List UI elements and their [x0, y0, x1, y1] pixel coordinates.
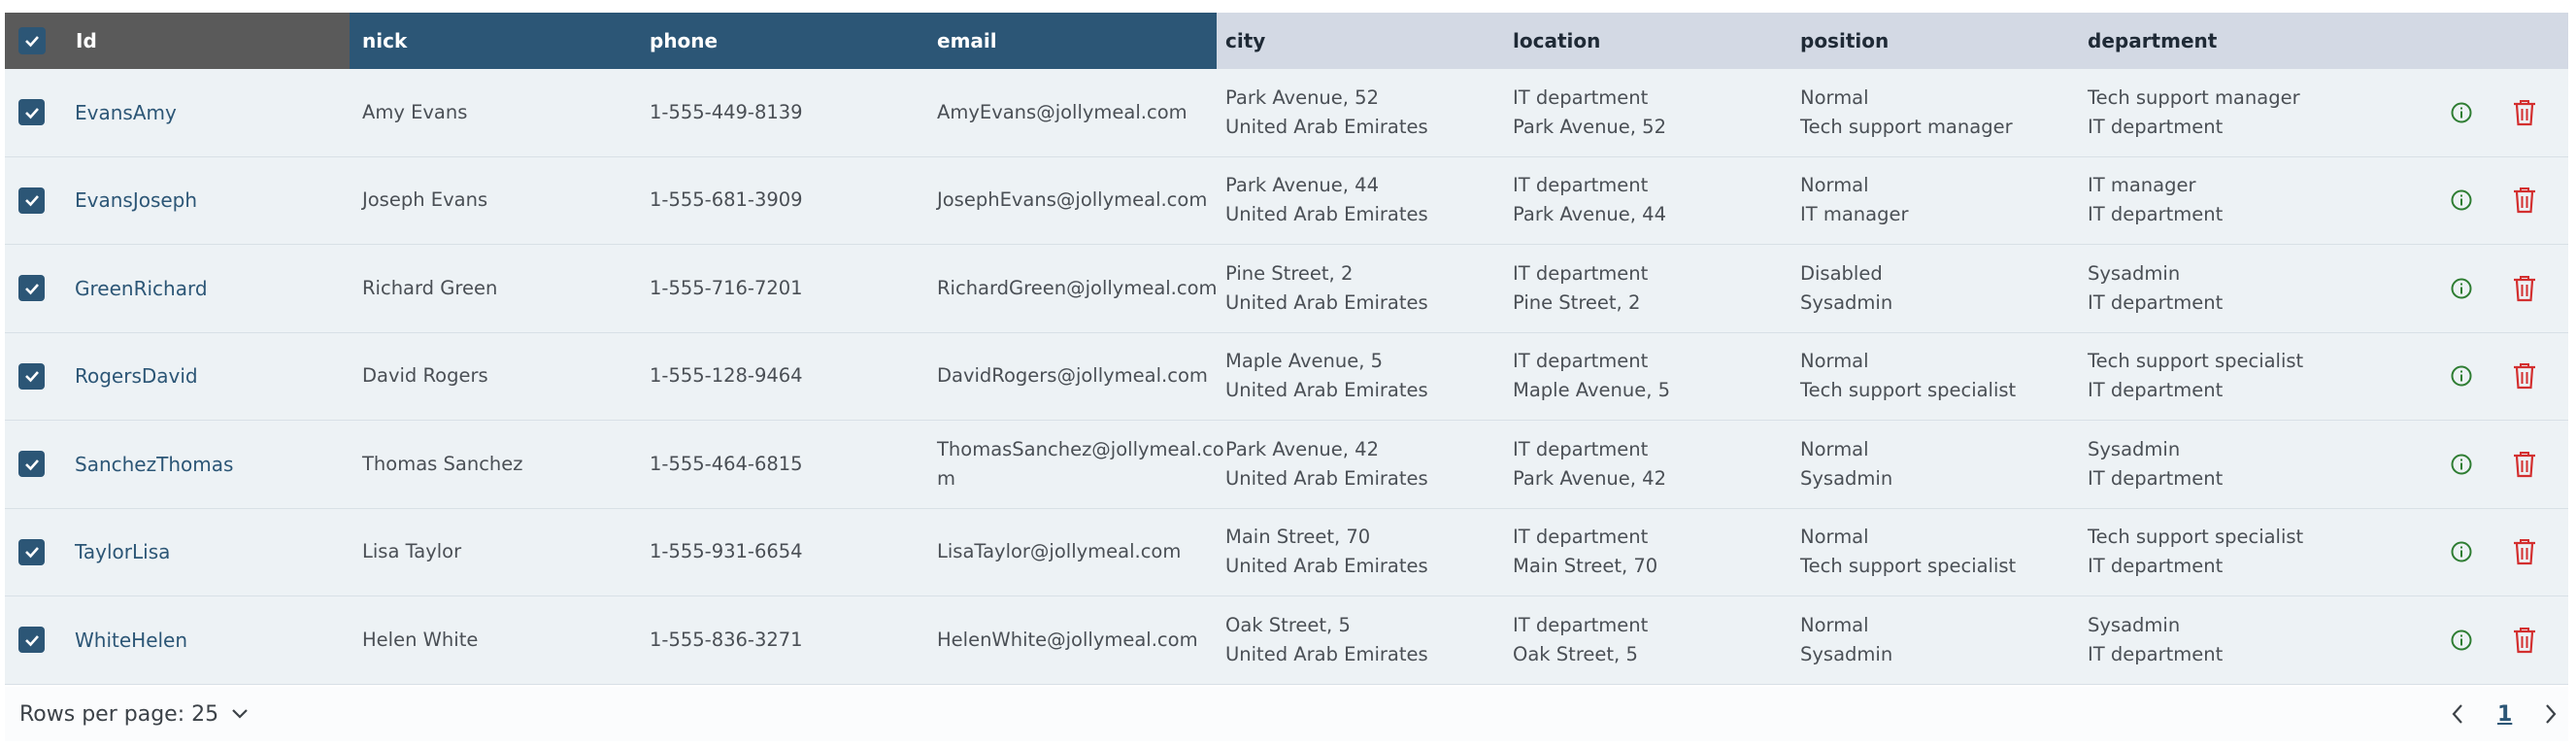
row-city [1225, 509, 1428, 596]
checkbox-checked-icon [22, 31, 42, 51]
row-department [2088, 596, 2223, 684]
row-position [1800, 509, 2016, 596]
row-position-line-2: Tech support manager [1800, 115, 2013, 138]
row-nick [362, 245, 497, 332]
row-department [2088, 157, 2223, 245]
row-phone: 1-555-836-3271 [650, 628, 803, 651]
row-checkbox[interactable] [18, 451, 45, 477]
trash-icon [2511, 626, 2538, 655]
checkbox-checked-icon [22, 542, 42, 561]
row-city-line-1: Park Avenue, 42 [1225, 437, 1379, 460]
row-department [2088, 421, 2223, 508]
row-city [1225, 596, 1428, 684]
row-phone: 1-555-716-7201 [650, 276, 803, 299]
delete-button[interactable] [2505, 245, 2544, 332]
column-header-location[interactable]: location [1513, 29, 1601, 52]
info-button[interactable] [2442, 333, 2481, 421]
row-id-link[interactable] [75, 69, 177, 156]
row-position-line-1: Normal [1800, 85, 1869, 109]
row-position-line-2: Tech support specialist [1800, 379, 2017, 402]
row-nick: Amy Evans [362, 100, 468, 123]
row-city-line-1: Main Street, 70 [1225, 526, 1371, 549]
row-id: SanchezThomas [75, 452, 234, 476]
row-nick: Lisa Taylor [362, 540, 462, 563]
row-city-line-2: United Arab Emirates [1225, 466, 1428, 490]
row-department-line-1: Tech support specialist [2088, 526, 2304, 549]
row-position-line-1: Normal [1800, 174, 1869, 197]
row-position-line-1: Normal [1800, 526, 1869, 549]
row-city [1225, 157, 1428, 245]
table-row[interactable] [5, 157, 2568, 246]
row-nick: Richard Green [362, 276, 498, 299]
row-department-line-1: Sysadmin [2088, 261, 2181, 285]
row-checkbox[interactable] [18, 275, 45, 301]
row-id-link[interactable] [75, 245, 208, 332]
row-location [1513, 596, 1648, 684]
row-id: GreenRichard [75, 276, 208, 300]
row-position [1800, 245, 1892, 332]
row-email-line-1: ThomasSanchez@jollymeal.co [937, 437, 1224, 460]
info-button[interactable] [2442, 157, 2481, 245]
row-city [1225, 421, 1428, 508]
delete-button[interactable] [2505, 333, 2544, 421]
row-position-line-2: Sysadmin [1800, 642, 1893, 665]
row-email [937, 333, 1214, 421]
row-checkbox[interactable] [18, 539, 45, 565]
row-location-line-1: IT department [1513, 526, 1649, 549]
checkbox-checked-icon [22, 630, 42, 650]
info-icon [2450, 101, 2473, 124]
row-location-line-1: IT department [1513, 261, 1649, 285]
row-city-line-2: United Arab Emirates [1225, 115, 1428, 138]
trash-icon [2511, 186, 2538, 215]
row-city-line-1: Pine Street, 2 [1225, 261, 1354, 285]
row-department-line-2: IT department [2088, 115, 2224, 138]
row-nick [362, 509, 461, 596]
trash-icon [2511, 537, 2538, 566]
column-header-id[interactable]: Id [76, 29, 97, 52]
row-city-line-2: United Arab Emirates [1225, 290, 1428, 314]
row-id: RogersDavid [75, 364, 198, 389]
row-department-line-2: IT department [2088, 203, 2224, 226]
table-row[interactable] [5, 509, 2568, 597]
delete-button[interactable] [2505, 421, 2544, 508]
pagination-bar [5, 687, 2568, 741]
row-city-line-1: Maple Avenue, 5 [1225, 350, 1384, 373]
row-position-line-2: Tech support specialist [1800, 555, 2017, 578]
info-button[interactable] [2442, 245, 2481, 332]
info-button[interactable] [2442, 596, 2481, 684]
row-location-line-2: Park Avenue, 44 [1513, 203, 1666, 226]
row-id: EvansAmy [75, 100, 177, 124]
row-nick [362, 333, 488, 421]
checkbox-checked-icon [22, 279, 42, 298]
table-row[interactable] [5, 421, 2568, 509]
row-location-line-2: Park Avenue, 42 [1513, 466, 1666, 490]
table-header [5, 13, 2568, 69]
row-id: EvansJoseph [75, 188, 198, 213]
select-all-checkbox[interactable] [18, 27, 46, 54]
row-department-line-1: Tech support manager [2088, 85, 2300, 109]
row-department [2088, 509, 2303, 596]
info-icon [2450, 277, 2473, 300]
row-location-line-2: Oak Street, 5 [1513, 642, 1638, 665]
row-department-line-1: Sysadmin [2088, 613, 2181, 636]
row-id-link[interactable] [75, 509, 170, 596]
info-button[interactable] [2442, 509, 2481, 596]
row-city-line-2: United Arab Emirates [1225, 555, 1428, 578]
info-icon [2450, 540, 2473, 563]
row-position [1800, 69, 2013, 156]
column-header-city[interactable]: city [1225, 29, 1266, 52]
row-position [1800, 596, 1892, 684]
row-position-line-1: Normal [1800, 613, 1869, 636]
row-checkbox[interactable] [18, 99, 45, 125]
info-button[interactable] [2442, 421, 2481, 508]
row-position [1800, 421, 1892, 508]
row-department-line-2: IT department [2088, 379, 2224, 402]
row-phone: 1-555-464-6815 [650, 452, 803, 475]
row-nick: Helen White [362, 628, 479, 651]
trash-icon [2511, 274, 2538, 303]
row-location-line-1: IT department [1513, 174, 1649, 197]
checkbox-checked-icon [22, 103, 42, 122]
row-position-line-2: Sysadmin [1800, 290, 1893, 314]
row-email-line-1: DavidRogers@jollymeal.com [937, 364, 1208, 388]
row-department-line-2: IT department [2088, 555, 2224, 578]
row-email [937, 596, 1214, 684]
row-phone [650, 421, 803, 508]
row-position [1800, 333, 2016, 421]
row-position-line-1: Normal [1800, 350, 1869, 373]
table-body [5, 69, 2568, 685]
row-nick [362, 69, 467, 156]
row-phone [650, 245, 803, 332]
row-id-link[interactable] [75, 596, 187, 684]
row-position [1800, 157, 1909, 245]
row-position-line-2: IT manager [1800, 203, 1909, 226]
delete-button[interactable] [2505, 157, 2544, 245]
row-phone [650, 157, 803, 245]
checkbox-checked-icon [22, 366, 42, 386]
info-button[interactable] [2442, 69, 2481, 156]
row-email [937, 157, 1214, 245]
row-email [937, 245, 1218, 332]
row-id: TaylorLisa [75, 540, 171, 564]
row-department-line-1: Tech support specialist [2088, 350, 2304, 373]
row-phone: 1-555-449-8139 [650, 100, 803, 123]
row-email-line-1: RichardGreen@jollymeal.com [937, 276, 1218, 299]
row-location [1513, 509, 1657, 596]
users-table [5, 13, 2568, 685]
row-nick: David Rogers [362, 364, 488, 388]
row-location-line-2: Pine Street, 2 [1513, 290, 1641, 314]
column-header-department[interactable]: department [2088, 29, 2218, 52]
row-location-line-1: IT department [1513, 437, 1649, 460]
column-header-position[interactable]: position [1800, 29, 1890, 52]
row-location-line-2: Main Street, 70 [1513, 555, 1658, 578]
chevron-left-icon [2450, 702, 2465, 726]
row-city-line-2: United Arab Emirates [1225, 642, 1428, 665]
row-email-line-1: AmyEvans@jollymeal.com [937, 100, 1188, 123]
row-position-line-1: Normal [1800, 437, 1869, 460]
row-location [1513, 69, 1666, 156]
prev-page-button[interactable] [2450, 702, 2465, 730]
row-phone: 1-555-681-3909 [650, 188, 803, 212]
row-department-line-2: IT department [2088, 290, 2224, 314]
info-icon [2450, 453, 2473, 476]
row-location [1513, 333, 1670, 421]
delete-button[interactable] [2505, 596, 2544, 684]
row-department-line-1: Sysadmin [2088, 437, 2181, 460]
row-phone: 1-555-931-6654 [650, 540, 803, 563]
row-nick: Joseph Evans [362, 188, 488, 212]
row-nick [362, 157, 487, 245]
row-department-line-1: IT manager [2088, 174, 2196, 197]
row-department [2088, 333, 2303, 421]
info-icon [2450, 629, 2473, 652]
row-location-line-2: Maple Avenue, 5 [1513, 379, 1671, 402]
row-phone [650, 69, 803, 156]
checkbox-checked-icon [22, 455, 42, 474]
checkbox-checked-icon [22, 190, 42, 210]
table-row[interactable] [5, 333, 2568, 422]
row-email [937, 421, 1224, 508]
row-email-line-2: m [937, 466, 955, 490]
row-location-line-1: IT department [1513, 85, 1649, 109]
row-id-link[interactable] [75, 157, 197, 245]
rows-per-page-select[interactable] [19, 687, 250, 741]
table-row[interactable] [5, 69, 2568, 157]
chevron-down-icon [230, 707, 250, 721]
row-department [2088, 245, 2223, 332]
row-location [1513, 245, 1648, 332]
row-id-link[interactable] [75, 333, 198, 421]
table-row[interactable] [5, 245, 2568, 333]
row-department [2088, 69, 2300, 156]
row-checkbox[interactable] [18, 627, 45, 653]
row-phone [650, 333, 803, 421]
row-position-line-1: Disabled [1800, 261, 1883, 285]
row-email-line-1: JosephEvans@jollymeal.com [937, 188, 1208, 212]
trash-icon [2511, 98, 2538, 127]
delete-button[interactable] [2505, 509, 2544, 596]
row-phone [650, 509, 803, 596]
row-location [1513, 421, 1666, 508]
row-department-line-2: IT department [2088, 466, 2224, 490]
row-nick [362, 421, 523, 508]
row-email [937, 69, 1214, 156]
rows-per-page-label: Rows per page: 25 [19, 701, 219, 727]
column-header-phone[interactable]: phone [650, 29, 719, 52]
info-icon [2450, 364, 2473, 388]
row-city-line-1: Park Avenue, 52 [1225, 85, 1379, 109]
row-city-line-1: Oak Street, 5 [1225, 613, 1351, 636]
trash-icon [2511, 450, 2538, 479]
row-email [937, 509, 1214, 596]
row-location-line-2: Park Avenue, 52 [1513, 115, 1666, 138]
row-checkbox[interactable] [18, 187, 45, 214]
row-position-line-2: Sysadmin [1800, 466, 1893, 490]
row-department-line-2: IT department [2088, 642, 2224, 665]
row-location-line-1: IT department [1513, 613, 1649, 636]
row-id: WhiteHelen [75, 628, 188, 652]
page-number-current[interactable]: 1 [2497, 701, 2513, 727]
row-id-link[interactable] [75, 421, 233, 508]
row-city-line-1: Park Avenue, 44 [1225, 174, 1379, 197]
row-city-line-2: United Arab Emirates [1225, 379, 1428, 402]
row-email-line-1: LisaTaylor@jollymeal.com [937, 540, 1182, 563]
row-nick [362, 596, 478, 684]
row-email-line-1: HelenWhite@jollymeal.com [937, 628, 1198, 651]
row-nick: Thomas Sanchez [362, 452, 523, 475]
row-location [1513, 157, 1666, 245]
row-location-line-1: IT department [1513, 350, 1649, 373]
row-city [1225, 245, 1428, 332]
row-checkbox[interactable] [18, 363, 45, 390]
column-header-nick[interactable]: nick [362, 29, 408, 52]
row-phone: 1-555-128-9464 [650, 364, 803, 388]
row-city [1225, 69, 1428, 156]
column-header-email[interactable]: email [937, 29, 997, 52]
next-page-button[interactable] [2543, 702, 2559, 730]
row-city [1225, 333, 1428, 421]
row-phone [650, 596, 803, 684]
delete-button[interactable] [2505, 69, 2544, 156]
trash-icon [2511, 361, 2538, 391]
chevron-right-icon [2543, 702, 2559, 726]
row-city-line-2: United Arab Emirates [1225, 203, 1428, 226]
table-row[interactable] [5, 596, 2568, 685]
info-icon [2450, 188, 2473, 212]
